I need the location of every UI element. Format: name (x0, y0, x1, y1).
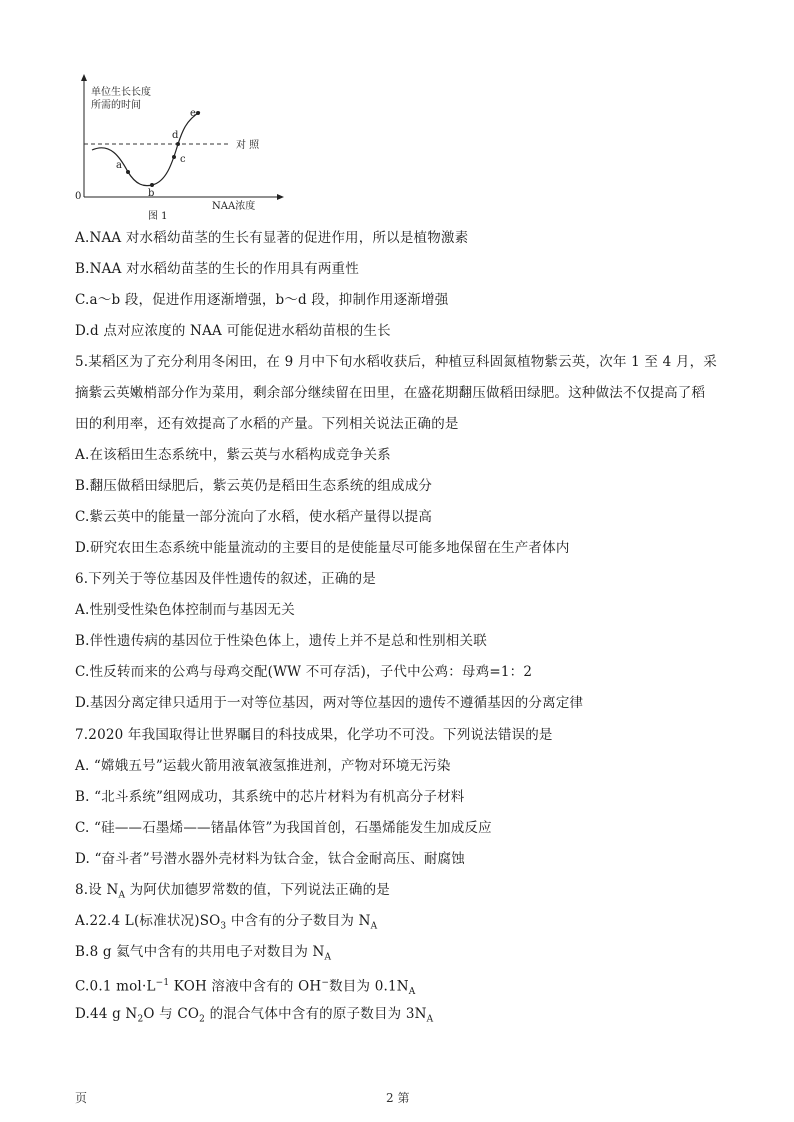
q8-c-text-2: KOH 溶液中含有的 OH (169, 978, 322, 995)
q8-option-d (75, 1005, 433, 1029)
q8-a-sub1: 3 (220, 921, 227, 932)
point-a (126, 170, 130, 174)
q6-option-a: A.性别受性染色体控制而与基因无关 (75, 602, 295, 618)
footer-left: 页 (75, 1091, 88, 1105)
q8-c-sup: −1 (155, 978, 170, 988)
q8-c-sub: A (408, 987, 416, 998)
label-a: a (116, 160, 122, 171)
q5-option-b: B.翻压做稻田绿肥后，紫云英仍是稻田生态系统的组成成分 (75, 478, 433, 494)
point-e (196, 111, 200, 115)
q6-stem: 6.下列关于等位基因及伴性遗传的叙述，正确的是 (75, 571, 376, 587)
q8-d-sub1: 2 (137, 1014, 144, 1025)
q8-b-text: B.8 g 氦气中含有的共用电子对数目为 N (75, 944, 325, 960)
q8-d-text-2: O 与 CO (143, 1006, 200, 1022)
q8-b-sub: A (324, 952, 332, 963)
q7-option-a: A. “嫦娥五号”运载火箭用液氧液氢推进剂，产物对环境无污染 (75, 758, 451, 774)
label-b: b (148, 188, 155, 199)
q8-d-text: D.44 g N (75, 1006, 138, 1022)
q8-c-text-3: 数目为 0.1N (329, 978, 409, 995)
q6-option-d: D.基因分离定律只适用于一对等位基因，两对等位基因的遗传不遵循基因的分离定律 (75, 695, 584, 711)
q8-c-sup2: − (321, 978, 330, 988)
q8-d-text-3: 的混合气体中含有的原子数目为 3N (205, 1006, 427, 1022)
q8-stem-sub: A (118, 890, 126, 901)
q7-stem: 7.2020 年我国取得让世界瞩目的科技成果，化学功不可没。下列说法错误的是 (75, 727, 553, 743)
figure-caption: 图 1 (148, 211, 168, 222)
control-label: 对 照 (236, 140, 260, 151)
point-b (150, 183, 154, 187)
q7-option-c: C. “硅——石墨烯——锗晶体管”为我国首创，石墨烯能发生加成反应 (75, 820, 492, 836)
y-axis-arrow-icon (81, 74, 87, 81)
y-axis-label-line2: 所需的时间 (91, 100, 141, 111)
q8-d-sub3: A (426, 1014, 434, 1025)
x-axis-label: NAA浓度 (212, 201, 256, 212)
figure-1 (70, 72, 300, 222)
response-curve (92, 112, 200, 186)
q4-option-a: A.NAA 对水稻幼苗茎的生长有显著的促进作用，所以是植物激素 (75, 230, 469, 246)
q4-option-d: D.d 点对应浓度的 NAA 可能促进水稻幼苗根的生长 (75, 323, 391, 339)
q8-a-sub2: A (370, 921, 378, 932)
q5-stem-line2: 摘紫云英嫩梢部分作为菜用，剩余部分继续留在田里，在盛花期翻压做稻田绿肥。这种做法不仅提高了稻 (75, 385, 706, 401)
q5-stem-line3: 田的利用率，还有效提高了水稻的产量。下列相关说法正确的是 (75, 416, 459, 432)
q5-option-c: C.紫云英中的能量一部分流向了水稻，使水稻产量得以提高 (75, 509, 433, 525)
label-c: c (180, 154, 186, 165)
page-number: 2 第 (386, 1091, 410, 1105)
q8-option-c (75, 974, 416, 1001)
origin-label: 0 (75, 191, 82, 202)
q4-option-b: B.NAA 对水稻幼苗茎的生长的作用具有两重性 (75, 261, 359, 277)
q6-option-b: B.伴性遗传病的基因位于性染色体上，遗传上并不是总和性别相关联 (75, 633, 487, 649)
q5-option-a: A.在该稻田生态系统中，紫云英与水稻构成竞争关系 (75, 447, 391, 463)
q7-option-d: D. “奋斗者”号潜水器外壳材料为钛合金，钛合金耐高压、耐腐蚀 (75, 851, 465, 867)
x-axis-arrow-icon (277, 194, 284, 200)
point-d (176, 142, 180, 146)
q5-stem-line1: 5.某稻区为了充分利用冬闲田，在 9 月中下旬水稻收获后，种植豆科固氮植物紫云英，次年 1 至 4 月，采 (75, 354, 717, 370)
q8-a-text-2: 中含有的分子数目为 N (226, 913, 371, 929)
y-axis-label-line1: 单位生长长度 (91, 87, 151, 98)
q7-option-b: B. “北斗系统”组网成功，其系统中的芯片材料为有机高分子材料 (75, 789, 465, 805)
q8-stem-text: 8.设 N (75, 882, 119, 898)
q8-option-a (75, 912, 377, 936)
q6-option-c: C.性反转而来的公鸡与母鸡交配(WW 不可存活)，子代中公鸡：母鸡=1：2 (75, 664, 533, 680)
q5-option-d: D.研究农田生态系统中能量流动的主要目的是使能量尽可能多地保留在生产者体内 (75, 540, 570, 556)
q8-c-text: C.0.1 mol·L (75, 978, 156, 995)
q8-stem-text-2: 为阿伏加德罗常数的值，下列说法正确的是 (125, 882, 390, 898)
q8-a-text: A.22.4 L(标准状况)SO (75, 913, 221, 929)
point-c (172, 155, 176, 159)
q8-d-sub2: 2 (199, 1014, 206, 1025)
q4-option-c: C.a～b 段，促进作用逐渐增强，b～d 段，抑制作用逐渐增强 (75, 292, 449, 308)
q8-option-b (75, 943, 331, 967)
label-e: e (190, 108, 196, 119)
q8-stem (75, 881, 390, 905)
label-d: d (172, 130, 179, 141)
